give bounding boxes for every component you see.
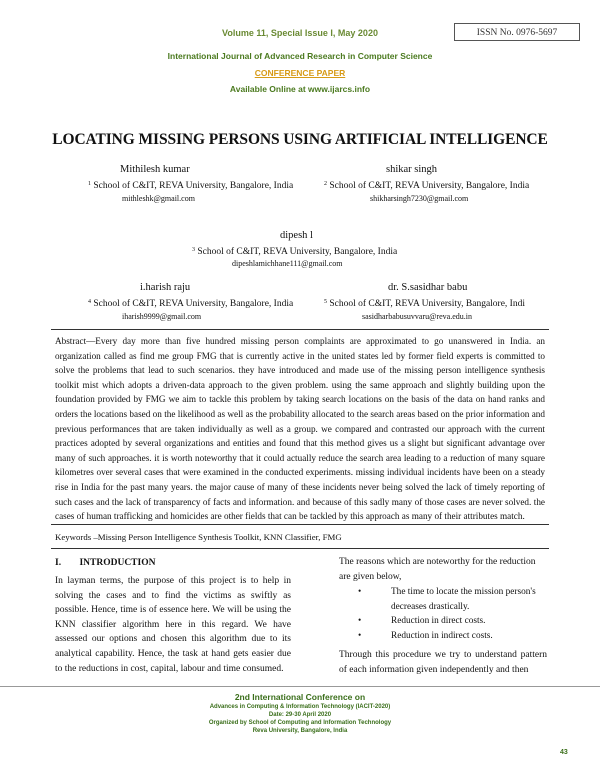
author-3-affil-text: School of C&IT, REVA University, Bangalore, India [197, 247, 398, 257]
author-2-name: shikar singh [386, 164, 438, 175]
paper-title: LOCATING MISSING PERSONS USING ARTIFICIAL INTELLIGENCE [52, 131, 548, 148]
abstract-bottom-rule [51, 524, 549, 525]
author-1-sup: 1 [88, 181, 91, 187]
author-1-name: Mithilesh kumar [120, 164, 190, 175]
intro-title: INTRODUCTION [79, 558, 156, 568]
intro-number: I. [55, 558, 62, 568]
footer-date: Date: 29-30 April 2020 [268, 712, 332, 718]
available-online-line: Available Online at www.ijarcs.info [229, 84, 371, 94]
footer-location: Reva University, Bangalore, India [252, 728, 348, 734]
author-4-sup: 4 [88, 299, 91, 305]
author-4-affiliation [88, 296, 293, 310]
author-5-email: sasidharbabusuvvaru@reva.edu.in [362, 312, 472, 321]
intro-paragraph: In layman terms, the purpose of this project is to help in solving the cases and to find the victims as swiftly as possible. Hence, time is of essence here. We will be using the KNN classifier algorithm here in this regard. We have assessed our options and chosen this algorithm due to its analytical capability. Hence, the task at hand gets easier due to the reductions in cost, capital, labour and time consumed. [55, 576, 291, 674]
intro-heading [55, 558, 155, 568]
author-5-name: dr. S.sasidhar babu [388, 282, 468, 293]
bullet-icon: • [358, 587, 362, 597]
author-3-affiliation [192, 244, 397, 258]
bullet-icon: • [358, 616, 362, 627]
author-3-sup: 3 [192, 247, 195, 253]
reason-item: • The time to locate the mission person's decreases drastically. [358, 587, 536, 612]
author-2-email: shikharsingh7230@gmail.com [370, 194, 469, 203]
author-3-email: dipeshlamichhane111@gmail.com [232, 259, 343, 268]
volume-line: Volume 11, Special Issue I, May 2020 [222, 28, 378, 38]
issn-box: ISSN No. 0976-5697 [454, 23, 580, 41]
reasons-list [339, 585, 549, 643]
author-5-sup: 5 [324, 299, 327, 305]
author-4-email: iharish9999@gmail.com [122, 312, 202, 321]
footer-conference: 2nd International Conference on [234, 692, 366, 702]
abstract: Abstract—Every day more than five hundred missing person complaints are approximated to go unanswered in India. an organization called as find me group FMG that is currently active in the united states led by former field experts is committed to solve the problems that lead to such scenarios. they have introduced and made use of the missing person intelligence synthesis toolkit mist which adopts a driven-data approach to the given problem. using the same approach and slightly building upon the foundation provided by FMG we aim to tackle this problem by taking search locations on the basis of the data on hand ranks and orders the locations based on the likelihood as well as the probability allocated to the search areas based on the prior information and previous performances that are taken individually as well as a group. we compared and contrasted our approach with the current practices adopted by several organizations and entities and found that this method gives us a slight but significant advantage over many of such approaches. it is worth noteworthy that it could actually reduce the search area leading to a reduction of many square kilometres over several cases that were examined in the conducted experiments. missing individual incidents have been on a steady rise in India for the past many years. the major cause of many of these incidents never being solved the lack of timely reporting of such cases and the lack of transparency of facts and information. and because of this sadly many of those cases are never solved. the cases of human trafficking and homicides are other fields that can be tackled by this approach as many of their attributes match. [55, 336, 545, 522]
bullet-icon: • [358, 630, 362, 641]
author-1-email: mithleshk@gmail.com [122, 194, 195, 203]
author-5-affil-text: School of C&IT, REVA University, Bangalore, Indi [329, 299, 525, 309]
conference-paper-label: CONFERENCE PAPER [254, 68, 346, 78]
journal-name: International Journal of Advanced Research in Computer Science [167, 51, 433, 61]
reason-item: • Reduction in direct costs. [339, 614, 549, 629]
author-5-affiliation [324, 296, 525, 310]
abstract-top-rule [51, 329, 549, 330]
page-number: 43 [560, 749, 568, 756]
footer-rule [0, 686, 600, 687]
reasons-intro: The reasons which are noteworthy for the reduction are given below, [339, 557, 536, 582]
author-4-name: i.harish raju [140, 282, 191, 293]
keywords-rule [51, 548, 549, 549]
keywords: Keywords –Missing Person Intelligence Synthesis Toolkit, KNN Classifier, FMG [55, 532, 342, 542]
reason-item: • Reduction in indirect costs. [339, 629, 549, 644]
author-1-affil-text: School of C&IT, REVA University, Bangalore, India [93, 181, 294, 191]
author-4-affil-text: School of C&IT, REVA University, Bangalore, India [93, 299, 294, 309]
author-2-affil-text: School of C&IT, REVA University, Bangalore, India [329, 181, 530, 191]
footer-conference-full: Advances in Computing & Information Technology (IACIT-2020) [209, 704, 391, 710]
author-2-affiliation [324, 178, 529, 192]
author-3-name: dipesh l [280, 230, 313, 241]
footer-organizer: Organized by School of Computing and Information Technology [208, 720, 392, 726]
author-1-affiliation [88, 178, 293, 192]
procedure-paragraph: Through this procedure we try to understand pattern of each information given independently and then [339, 650, 547, 675]
author-2-sup: 2 [324, 181, 327, 187]
